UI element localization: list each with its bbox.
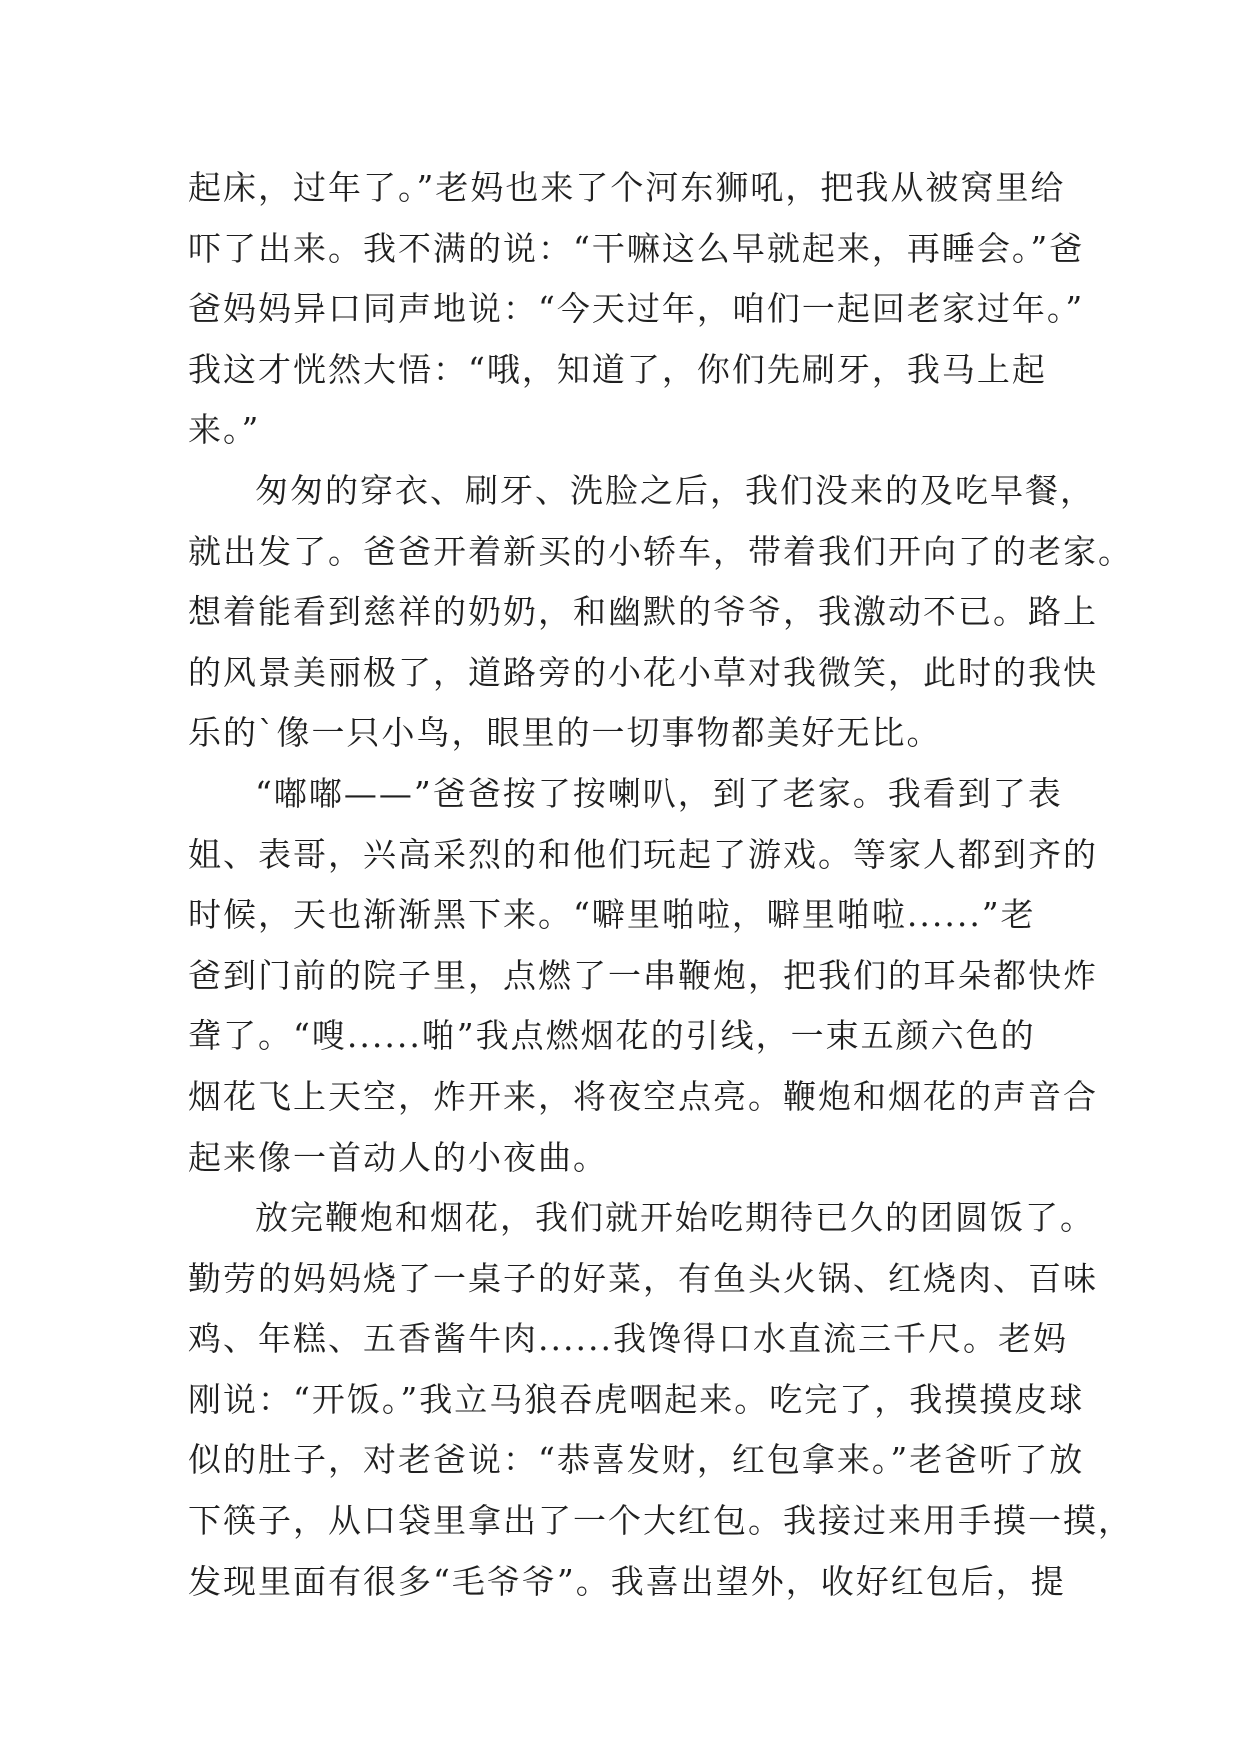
text-line: 似的肚子，对老爸说：“恭喜发财，红包拿来。”老爸听了放 bbox=[188, 1440, 1085, 1480]
text-line: 我这才恍然大悟：“哦，知道了，你们先刷牙，我马上起 bbox=[188, 349, 1047, 389]
text-line: 匆匆的穿衣、刷牙、洗脸之后，我们没来的及吃早餐， bbox=[255, 470, 1095, 510]
text-line: 聋了。“嗖......啪”我点燃烟花的引线，一束五颜六色的 bbox=[188, 1016, 1036, 1056]
text-line: 想着能看到慈祥的奶奶，和幽默的爷爷，我激动不已。路上 bbox=[188, 592, 1098, 632]
text-line: 起床，过年了。”老妈也来了个河东狮吼，把我从被窝里给 bbox=[188, 168, 1066, 207]
text-line: 鸡、年糕、五香酱牛肉......我馋得口水直流三千尺。老妈 bbox=[188, 1319, 1068, 1359]
paragraph-3 bbox=[188, 764, 1098, 1188]
text-line: 乐的`像一只小鸟，眼里的一切事物都美好无比。 bbox=[188, 713, 942, 753]
text-line: 姐、表哥，兴高采烈的和他们玩起了游戏。等家人都到齐的 bbox=[188, 834, 1098, 874]
text-line: 爸到门前的院子里，点燃了一串鞭炮，把我们的耳朵都快炸 bbox=[188, 955, 1098, 995]
text-line: 来。” bbox=[188, 410, 261, 450]
text-line: 刚说：“开饭。”我立马狼吞虎咽起来。吃完了，我摸摸皮球 bbox=[188, 1379, 1085, 1419]
text-line: 放完鞭炮和烟花，我们就开始吃期待已久的团圆饭了。 bbox=[255, 1198, 1095, 1238]
text-line: “嘟嘟——”爸爸按了按喇叭，到了老家。我看到了表 bbox=[255, 773, 1063, 813]
text-line: 烟花飞上天空，炸开来，将夜空点亮。鞭炮和烟花的声音合 bbox=[188, 1076, 1098, 1116]
text-line: 发现里面有很多“毛爷爷”。我喜出望外，收好红包后，提 bbox=[188, 1561, 1066, 1601]
paragraph-1 bbox=[188, 158, 1085, 461]
text-line: 爸妈妈异口同声地说：“今天过年，咱们一起回老家过年。” bbox=[188, 289, 1085, 329]
text-line: 下筷子，从口袋里拿出了一个大红包。我接过来用手摸一摸， bbox=[188, 1501, 1133, 1541]
paragraph-4 bbox=[188, 1188, 1133, 1612]
text-line: 勤劳的妈妈烧了一桌子的好菜，有鱼头火锅、红烧肉、百味 bbox=[188, 1258, 1098, 1298]
text-line: 吓了出来。我不满的说：“干嘛这么早就起来，再睡会。”爸 bbox=[188, 228, 1085, 268]
text-line: 起来像一首动人的小夜曲。 bbox=[188, 1137, 608, 1177]
text-line: 时候，天也渐渐黑下来。“噼里啪啦，噼里啪啦......”老 bbox=[188, 895, 1036, 935]
paragraph-2 bbox=[188, 461, 1133, 764]
body-text bbox=[188, 158, 1133, 1612]
text-line: 就出发了。爸爸开着新买的小轿车，带着我们开向了的老家。 bbox=[188, 531, 1133, 571]
text-line: 的风景美丽极了，道路旁的小花小草对我微笑，此时的我快 bbox=[188, 652, 1098, 692]
